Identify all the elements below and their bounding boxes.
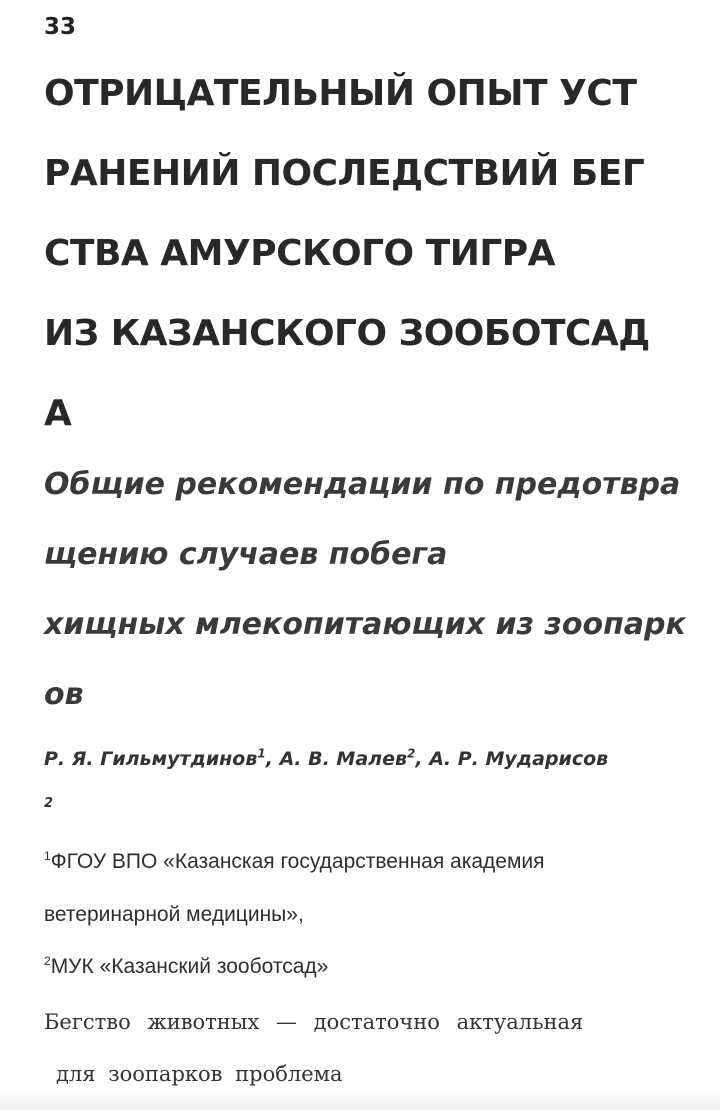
affiliation-text: МУК «Казанский зооботсад» xyxy=(50,955,329,978)
article-title xyxy=(44,73,694,476)
author-separator: , xyxy=(415,748,430,770)
author-separator: , xyxy=(265,748,280,770)
author-name: А. В. Малев xyxy=(279,748,407,770)
affiliation-text: ФГОУ ВПО «Казанская государственная академия xyxy=(50,850,545,873)
title-line: СТВА АМУРСКОГО ТИГРА xyxy=(44,233,556,274)
author-name: А. Р. Мударисов xyxy=(429,748,609,770)
subtitle-line: ов xyxy=(44,677,84,712)
article-subtitle xyxy=(44,467,694,750)
subtitle-line: щению случаев побега xyxy=(44,537,448,572)
subtitle-line: Общие рекомендации по предотвра xyxy=(44,467,681,502)
affiliation-marker: 1 xyxy=(44,849,51,863)
page-edge-shadow xyxy=(0,1088,720,1110)
authors-line xyxy=(44,748,694,770)
affiliation-text: ветеринарной медицины», xyxy=(44,903,304,926)
affiliation-marker: 2 xyxy=(44,954,51,968)
author-name: Р. Я. Гильмутдинов xyxy=(44,748,258,770)
title-line: ИЗ КАЗАНСКОГО ЗООБОТСАД xyxy=(44,313,650,354)
body-paragraph-line: для зоопарков проблема xyxy=(56,1062,343,1086)
body-paragraph-line: Бегство животных — достаточно актуальная xyxy=(44,1010,584,1034)
title-line: ОТРИЦАТЕЛЬНЫЙ ОПЫТ УСТ xyxy=(44,73,637,114)
affiliation-marker: 1 xyxy=(257,746,266,761)
affiliation-marker: 2 xyxy=(406,746,416,761)
affiliation-2 xyxy=(44,955,694,979)
title-line: А xyxy=(44,393,72,434)
affiliation-1 xyxy=(44,850,694,874)
affiliation-1-cont xyxy=(44,903,694,927)
page-number: 33 xyxy=(44,14,77,40)
subtitle-line: хищных млекопитающих из зоопарк xyxy=(44,607,686,642)
title-line: РАНЕНИЙ ПОСЛЕДСТВИЙ БЕГ xyxy=(44,153,645,194)
affiliation-marker: 2 xyxy=(44,796,54,811)
